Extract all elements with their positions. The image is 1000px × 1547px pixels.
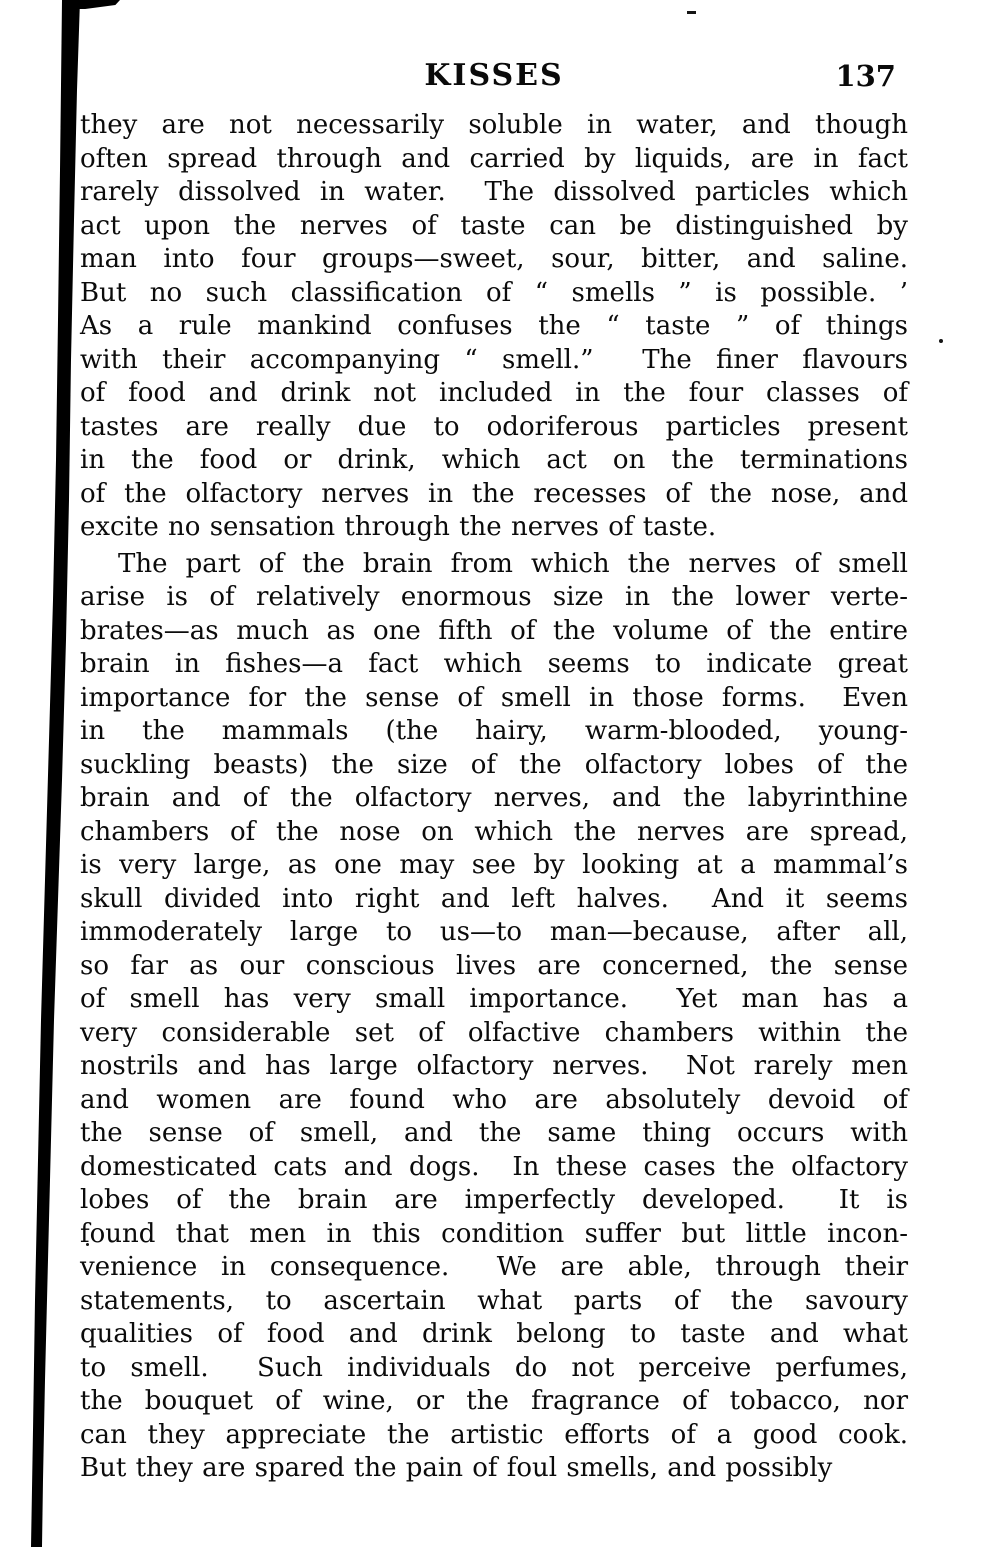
text-line: excite no sensation through the nerves of taste. bbox=[80, 512, 717, 542]
text-line: in the mammals (the hairy, warm-blooded, young- bbox=[80, 716, 908, 746]
text-line: importance for the sense of smell in those forms. Even bbox=[80, 682, 908, 713]
text-line: But no such classification of “ smells ” is possible. ’ bbox=[80, 277, 908, 308]
text-line: to smell. Such individuals do not perceive perfumes, bbox=[80, 1352, 908, 1383]
paragraph bbox=[80, 548, 908, 1486]
text-line: man into four groups—sweet, sour, bitter, and saline. bbox=[80, 244, 908, 274]
text-line: act upon the nerves of taste can be distinguished by bbox=[80, 210, 908, 241]
text-line: is very large, as one may see by looking at a mammal’s bbox=[80, 850, 908, 880]
text-line: brates—as much as one fifth of the volume of the entire bbox=[80, 615, 908, 646]
scan-artifact bbox=[687, 11, 696, 14]
text-line: venience in consequence. We are able, through their bbox=[80, 1252, 908, 1282]
text-line: brain in fishes—a fact which seems to indicate great bbox=[80, 649, 908, 679]
text-line: statements, to ascertain what parts of the savoury bbox=[80, 1285, 908, 1316]
text-line: lobes of the brain are imperfectly developed. It is bbox=[80, 1185, 908, 1215]
text-line: immoderately large to us—to man—because, after all, bbox=[80, 917, 908, 947]
text-line: arise is of relatively enormous size in the lower verte- bbox=[80, 582, 908, 612]
page-title: KISSES bbox=[424, 58, 564, 93]
text-line: qualities of food and drink belong to taste and what bbox=[80, 1319, 908, 1349]
binding-shadow bbox=[0, 0, 90, 1547]
text-line: they are not necessarily soluble in water, and though bbox=[80, 110, 908, 140]
text-line: tastes are really due to odoriferous particles present bbox=[80, 411, 908, 442]
text-line: very considerable set of olfactive chambers within the bbox=[80, 1017, 908, 1048]
text-line: The part of the brain from which the nerves of smell bbox=[118, 548, 908, 579]
text-line: chambers of the nose on which the nerves are spread, bbox=[80, 816, 908, 847]
page-header bbox=[80, 58, 908, 94]
text-line: But they are spared the pain of foul smells, and possibly bbox=[80, 1453, 833, 1483]
scan-artifact bbox=[939, 339, 943, 343]
text-line: with their accompanying “ smell.” The finer flavours bbox=[80, 344, 908, 375]
text-line: the bouquet of wine, or the fragrance of tobacco, nor bbox=[80, 1386, 908, 1416]
text-line: of food and drink not included in the four classes of bbox=[80, 378, 908, 408]
page-number: 137 bbox=[835, 59, 896, 93]
scan-artifact bbox=[62, 0, 120, 9]
text-line: rarely dissolved in water. The dissolved particles which bbox=[80, 177, 908, 207]
text-line: nostrils and has large olfactory nerves. Not rarely men bbox=[80, 1051, 908, 1081]
text-line: of the olfactory nerves in the recesses of the nose, and bbox=[80, 478, 908, 509]
text-line: often spread through and carried by liquids, are in fact bbox=[80, 143, 908, 174]
text-line: can they appreciate the artistic efforts of a good cook. bbox=[80, 1419, 908, 1450]
text-line: so far as our conscious lives are concerned, the sense bbox=[80, 950, 908, 981]
text-line: the sense of smell, and the same thing occurs with bbox=[80, 1118, 908, 1148]
paragraph bbox=[80, 109, 908, 545]
text-line: suckling beasts) the size of the olfactory lobes of the bbox=[80, 749, 908, 780]
text-line: found that men in this condition suffer but little incon- bbox=[80, 1218, 908, 1249]
text-line: skull divided into right and left halves. And it seems bbox=[80, 883, 908, 914]
text-line: of smell has very small importance. Yet man has a bbox=[80, 984, 908, 1014]
text-line: domesticated cats and dogs. In these cases the olfactory bbox=[80, 1151, 908, 1182]
text-line: in the food or drink, which act on the terminations bbox=[80, 445, 908, 475]
text-line: brain and of the olfactory nerves, and the labyrinthine bbox=[80, 783, 908, 813]
text-line: As a rule mankind confuses the “ taste ” of things bbox=[80, 311, 908, 341]
text-line: and women are found who are absolutely devoid of bbox=[80, 1084, 908, 1115]
page-body-text bbox=[80, 109, 908, 1486]
